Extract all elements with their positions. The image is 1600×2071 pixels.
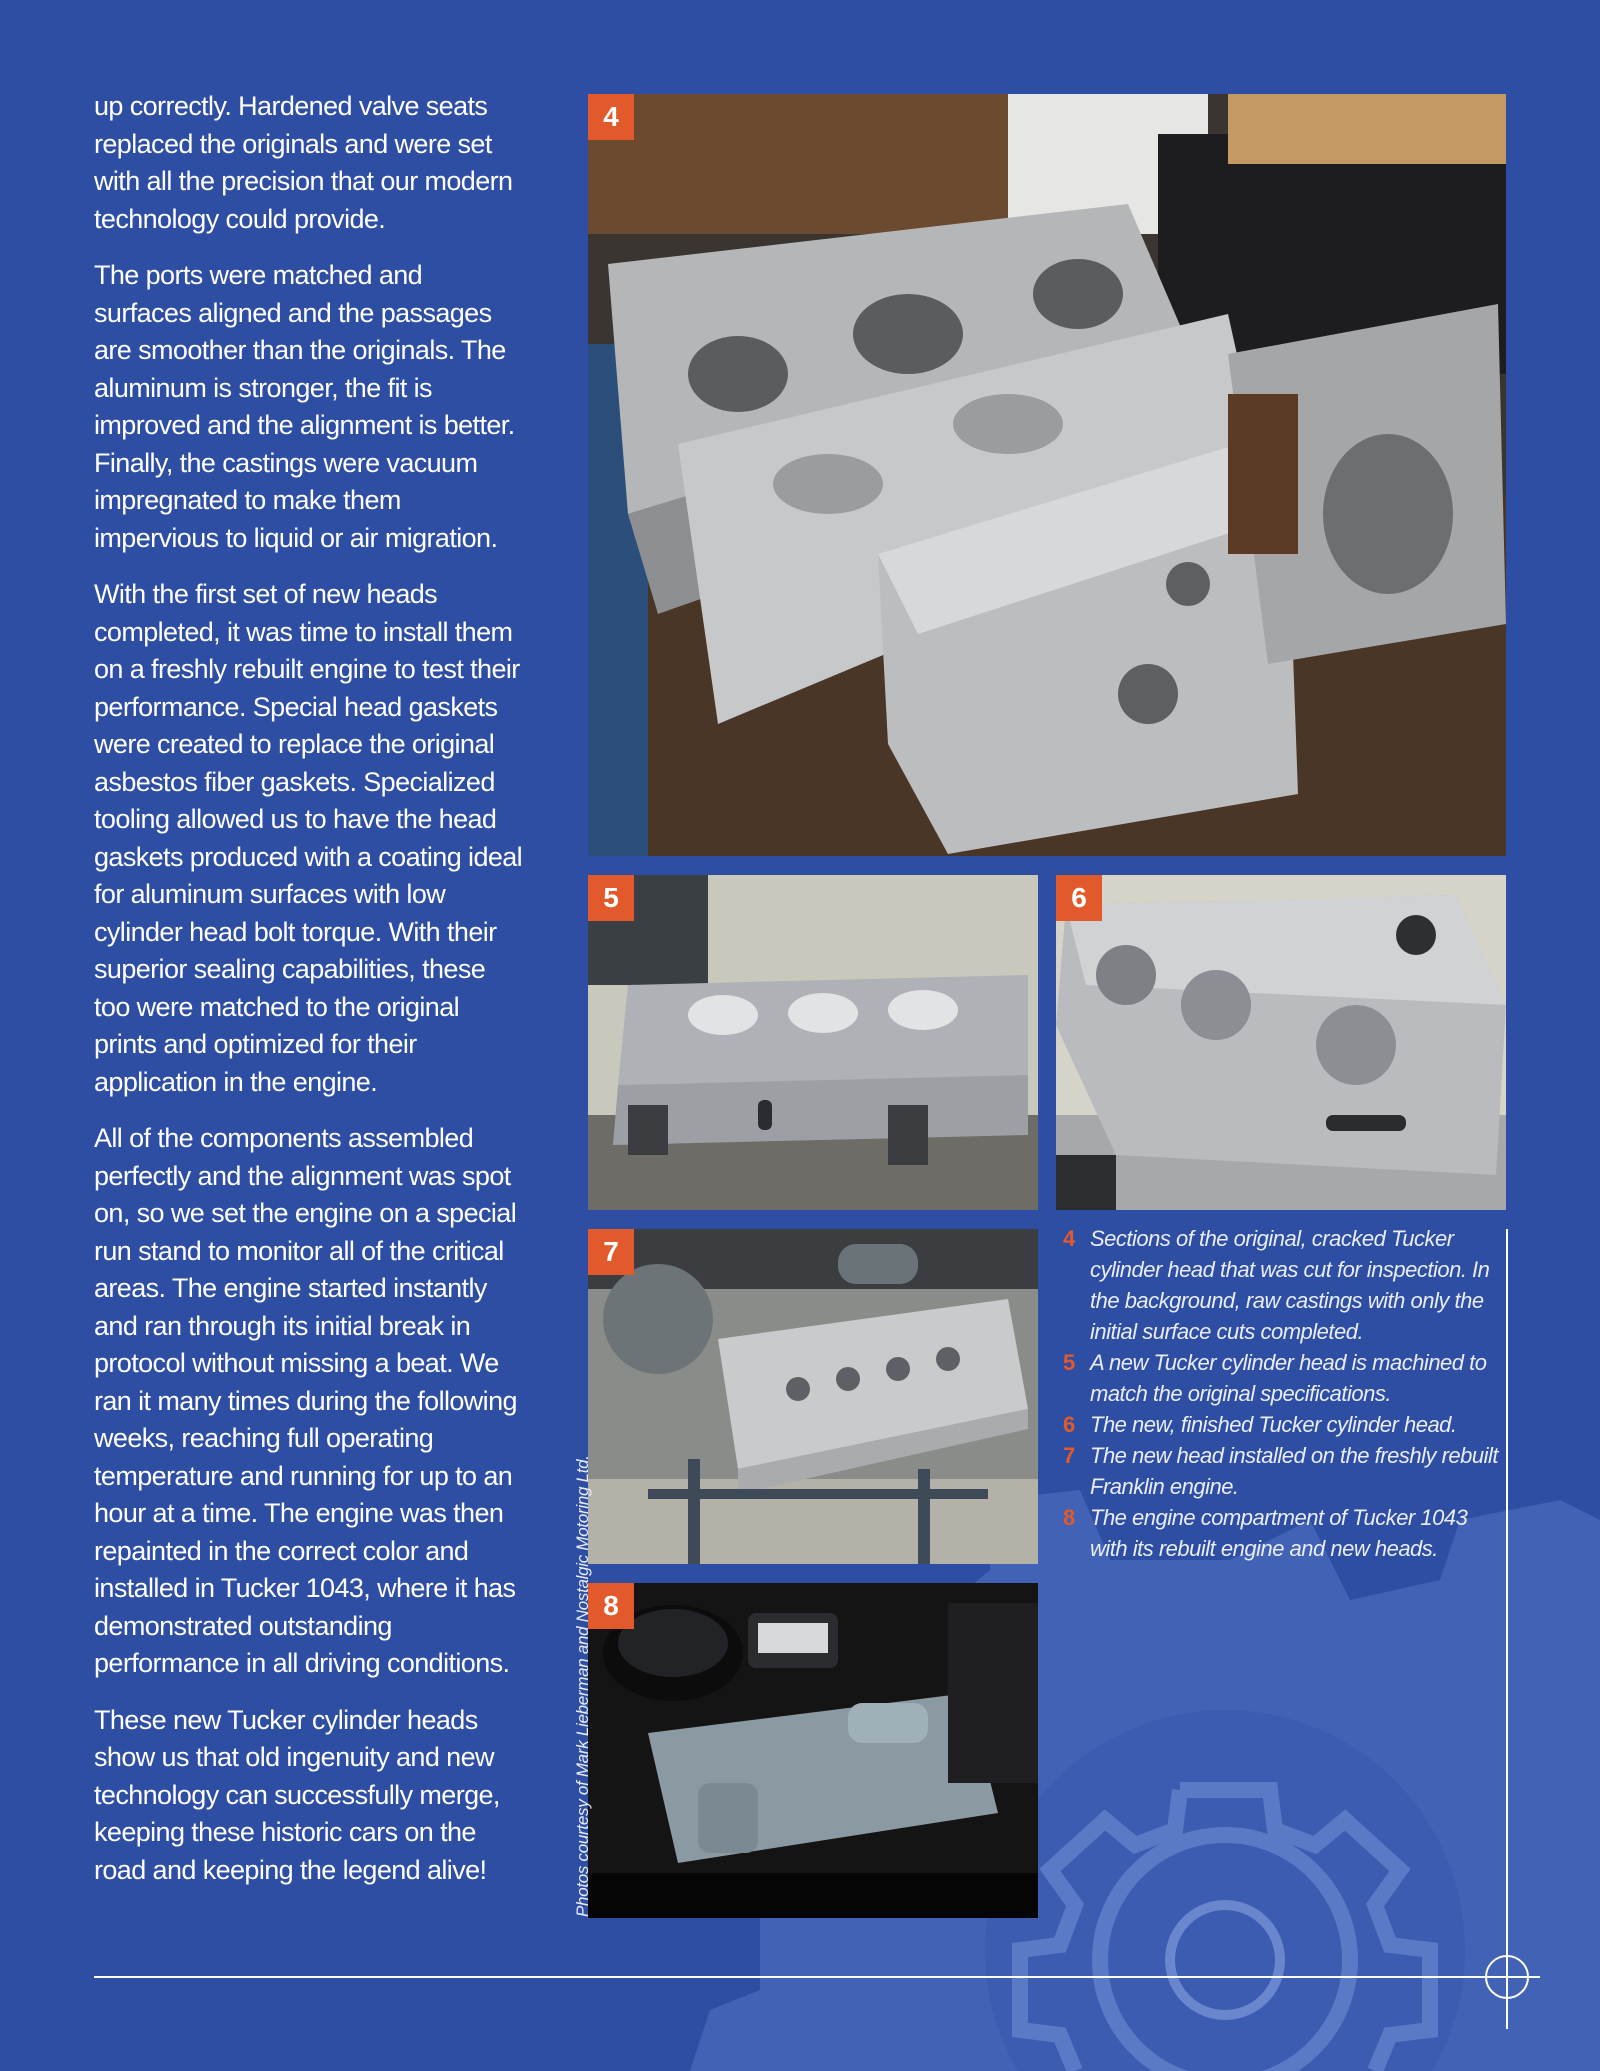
caption-item [1063,1440,1503,1502]
photo-7-image [588,1229,1038,1564]
body-paragraph: With the first set of new heads completed, it was time to install them on a freshly rebuilt engine to test their performance. Special head gaskets were created to replace the original asbestos fiber gaskets. Specialized tooling allowed us to have the head gaskets produced with a coating ideal for aluminum surfaces with low cylinder head bolt torque. With their superior sealing capabilities, these too were matched to the original prints and optimized for their application in the engine. [94,579,523,1097]
body-paragraph: The ports were matched and surfaces aligned and the passages are smoother than the originals. The aluminum is stronger, the fit is improved and the alignment is better. Finally, the castings were vacuum impregnated to make them impervious to liquid or air migration. [94,260,515,553]
caption-number: 7 [1063,1443,1075,1468]
page-bottom-rule [94,1976,1540,1978]
photo-number-badge: 5 [588,875,634,921]
caption-number: 6 [1063,1412,1075,1437]
photo-7 [588,1229,1038,1564]
photo-8 [588,1583,1038,1918]
caption-text: The new, finished Tucker cylinder head. [1090,1412,1457,1437]
article-body [94,88,524,1908]
photo-4 [588,94,1506,856]
photo-4-image [588,94,1506,856]
photo-number-badge: 6 [1056,875,1102,921]
photo-5-image [588,875,1038,1210]
caption-item [1063,1409,1503,1440]
caption-text: The engine compartment of Tucker 1043 with its rebuilt engine and new heads. [1090,1505,1468,1561]
photo-number-badge: 8 [588,1583,634,1629]
photo-6-image [1056,875,1506,1210]
caption-text: The new head installed on the freshly rebuilt Franklin engine. [1090,1443,1498,1499]
caption-item [1063,1502,1503,1564]
body-paragraph: All of the components assembled perfectly and the alignment was spot on, so we set the engine on a special run stand to monitor all of the critical areas. The engine started instantly and ran through its initial break in protocol without missing a beat. We ran it many times during the following weeks, reaching full operating temperature and running for up to an hour at a time. The engine was then repainted in the correct color and installed in Tucker 1043, where it has demonstrated outstanding performance in all driving conditions. [94,1123,517,1678]
body-paragraph: These new Tucker cylinder heads show us that old ingenuity and new technology can successfully merge, keeping these historic cars on the road and keeping the legend alive! [94,1704,500,1885]
caption-number: 8 [1063,1505,1075,1530]
photo-captions [1063,1223,1503,1564]
photo-5 [588,875,1038,1210]
caption-item [1063,1347,1503,1409]
photo-number-badge: 4 [588,94,634,140]
photo-credit: Photos courtesy of Mark Lieberman and Nostalgic Motoring Ltd. [573,1455,592,1917]
photo-6 [1056,875,1506,1210]
photo-8-image [588,1583,1038,1918]
caption-item [1063,1223,1503,1347]
body-paragraph: up correctly. Hardened valve seats replaced the originals and were set with all the precision that our modern technology could provide. [94,91,513,234]
caption-number: 4 [1063,1226,1075,1251]
caption-text: A new Tucker cylinder head is machined to match the original specifications. [1090,1350,1487,1406]
caption-number: 5 [1063,1350,1075,1375]
crosshair-icon [1482,1952,1532,2002]
caption-text: Sections of the original, cracked Tucker cylinder head that was cut for inspection. In the background, raw castings with only the initial surface cuts completed. [1090,1226,1490,1344]
photo-number-badge: 7 [588,1229,634,1275]
caption-divider-line [1506,1229,1508,2029]
